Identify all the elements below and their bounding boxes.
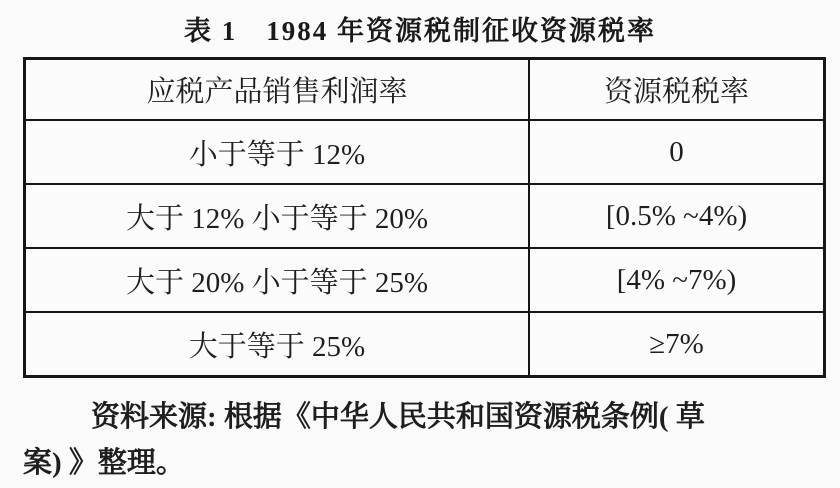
table-row xyxy=(25,312,825,377)
source-note-line2: 案) 》整理。 xyxy=(23,447,185,479)
cell-tax-rate: [0.5% ~4%) xyxy=(529,184,825,248)
cell-profit-rate: 大于 12% 小于等于 20% xyxy=(25,184,530,248)
table-row xyxy=(25,120,825,184)
column-header-tax-rate: 资源税税率 xyxy=(529,59,825,121)
table-row xyxy=(25,248,825,312)
table-row xyxy=(25,184,825,248)
cell-tax-rate: ≥7% xyxy=(529,312,825,377)
source-note xyxy=(23,394,821,486)
table-header-row xyxy=(25,59,825,121)
source-note-line1: 资料来源: 根据《中华人民共和国资源税条例( 草 xyxy=(91,401,705,433)
resource-tax-table xyxy=(23,57,826,378)
cell-profit-rate: 大于 20% 小于等于 25% xyxy=(25,248,530,312)
column-header-profit-rate: 应税产品销售利润率 xyxy=(25,59,530,121)
table-title: 表 1 1984 年资源税制征收资源税率 xyxy=(184,16,656,46)
cell-tax-rate: 0 xyxy=(529,120,825,184)
cell-profit-rate: 小于等于 12% xyxy=(25,120,530,184)
cell-tax-rate: [4% ~7%) xyxy=(529,248,825,312)
cell-profit-rate: 大于等于 25% xyxy=(25,312,530,377)
